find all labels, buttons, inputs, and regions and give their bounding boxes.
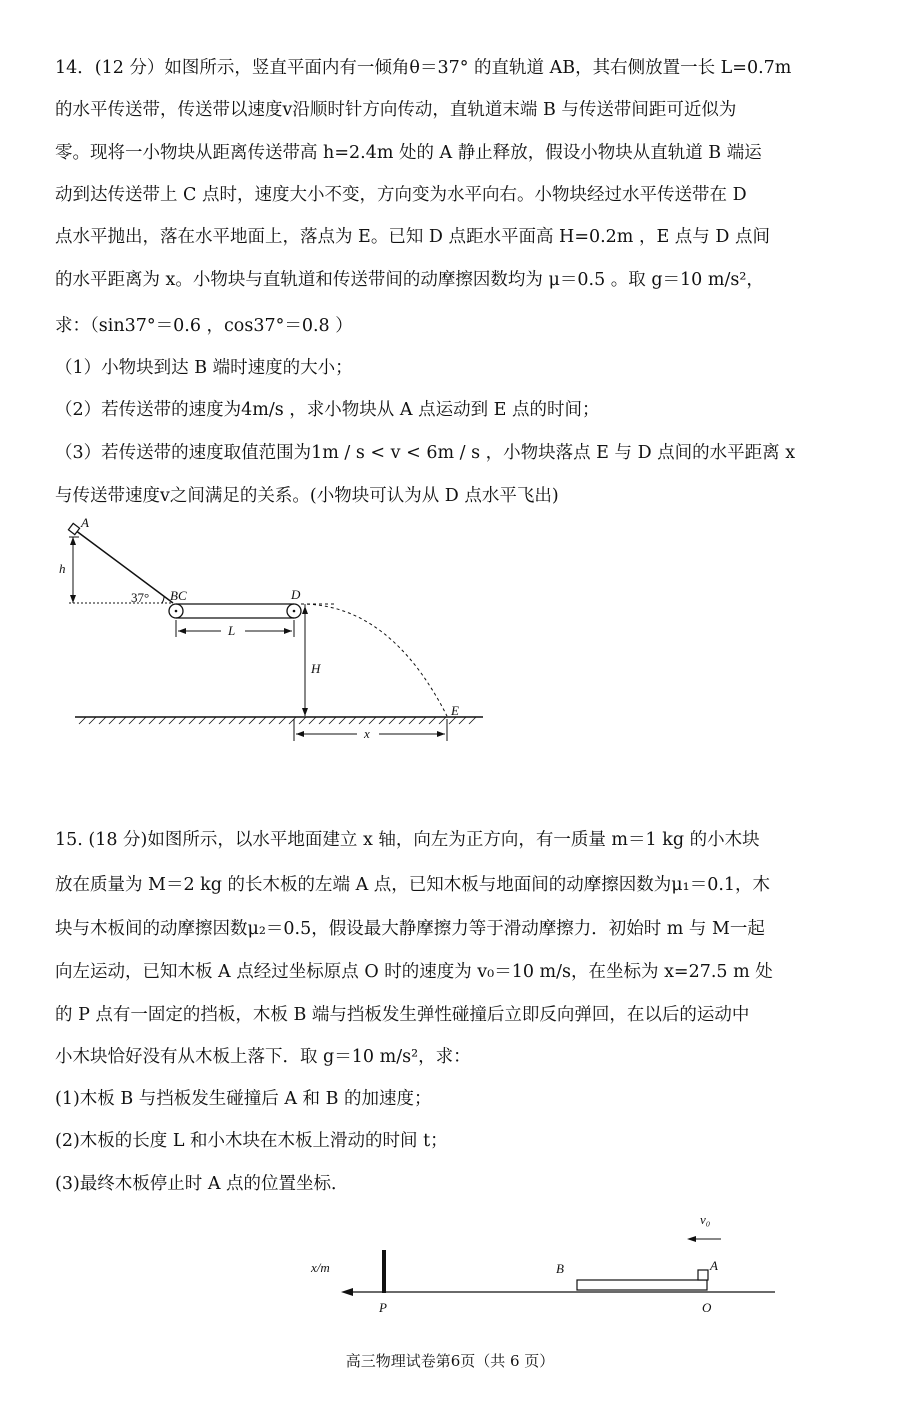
q15-figure: [305, 1210, 775, 1320]
label-H: H: [311, 661, 321, 676]
q14-line-5: 点水平抛出，落在水平地面上，落点为 E。已知 D 点距水平面高 H=0.2m ，E 点与 D 点间: [55, 227, 770, 247]
label-A: A: [81, 515, 89, 530]
label-O: O: [702, 1300, 712, 1315]
label-BC: BC: [170, 588, 187, 603]
q15-line-2: 放在质量为 M＝2 kg 的长木板的左端 A 点，已知木板与地面间的动摩擦因数为μ₁＝0.1，木: [55, 875, 771, 895]
q15-line-7: (1)木板 B 与挡板发生碰撞后 A 和 B 的加速度；: [55, 1089, 432, 1109]
q14-line-3: 零。现将一小物块从距离传送带高 h=2.4m 处的 A 静止释放，假设小物块从直轨道 B 端运: [55, 143, 762, 163]
label-axis: x/m: [311, 1260, 330, 1275]
q15-line-1: 15. (18 分)如图所示，以水平地面建立 x 轴，向左为正方向，有一质量 m＝1 kg 的小木块: [55, 830, 760, 850]
q14-line-9: （2）若传送带的速度为4m/s ，求小物块从 A 点运动到 E 点的时间；: [55, 400, 600, 420]
q14-line-2: 的水平传送带，传送带以速度v沿顺时针方向传动，直轨道末端 B 与传送带间距可近似为: [55, 100, 737, 120]
label-angle: 37°: [131, 590, 150, 605]
label-L: L: [228, 623, 236, 638]
q14-line-11: 与传送带速度v之间满足的关系。(小物块可认为从 D 点水平飞出): [55, 486, 559, 506]
label-v0: v₀: [700, 1212, 711, 1227]
q14-line-1: 14．(12 分）如图所示，竖直平面内有一倾角θ＝37° 的直轨道 AB，其右侧放置一长 L=0.7m: [55, 58, 792, 78]
q14-figure: [45, 515, 525, 745]
label-B: B: [556, 1261, 564, 1276]
label-block-A: A: [710, 1258, 718, 1273]
q14-line-4: 动到达传送带上 C 点时，速度大小不变，方向变为水平向右。小物块经过水平传送带在 D: [55, 185, 747, 205]
label-x: x: [364, 726, 370, 741]
q15-line-8: (2)木板的长度 L 和小木块在木板上滑动的时间 t；: [55, 1131, 448, 1151]
q14-line-8: （1）小物块到达 B 端时速度的大小；: [55, 358, 353, 378]
page-footer: 高三物理试卷第6页（共 6 页）: [345, 1352, 555, 1370]
q14-line-7: 求：（sin37°＝0.6 ，cos37°＝0.8 ）: [55, 316, 353, 336]
q15-line-6: 小木块恰好没有从木板上落下．取 g＝10 m/s²，求：: [55, 1047, 471, 1067]
label-E: E: [451, 703, 459, 718]
q14-line-10: （3）若传送带的速度取值范围为1m / s < v < 6m / s ，小物块落点 E 与 D 点间的水平距离 x: [55, 443, 796, 463]
q14-line-6: 的水平距离为 x。小物块与直轨道和传送带间的动摩擦因数均为 μ＝0.5 。取 g＝10 m/s²，: [55, 270, 764, 290]
label-P: P: [379, 1300, 387, 1315]
label-D: D: [291, 587, 301, 602]
q15-line-5: 的 P 点有一固定的挡板，木板 B 端与挡板发生弹性碰撞后立即反向弹回，在以后的运动中: [55, 1005, 750, 1025]
q15-line-3: 块与木板间的动摩擦因数μ₂＝0.5，假设最大静摩擦力等于滑动摩擦力．初始时 m 与 M一起: [55, 919, 765, 939]
label-h: h: [59, 561, 66, 576]
ground-hatching: [79, 717, 476, 724]
q15-line-4: 向左运动，已知木板 A 点经过坐标原点 O 时的速度为 v₀＝10 m/s，在坐标为 x=27.5 m 处: [55, 962, 773, 982]
q15-line-9: (3)最终木板停止时 A 点的位置坐标．: [55, 1174, 349, 1194]
